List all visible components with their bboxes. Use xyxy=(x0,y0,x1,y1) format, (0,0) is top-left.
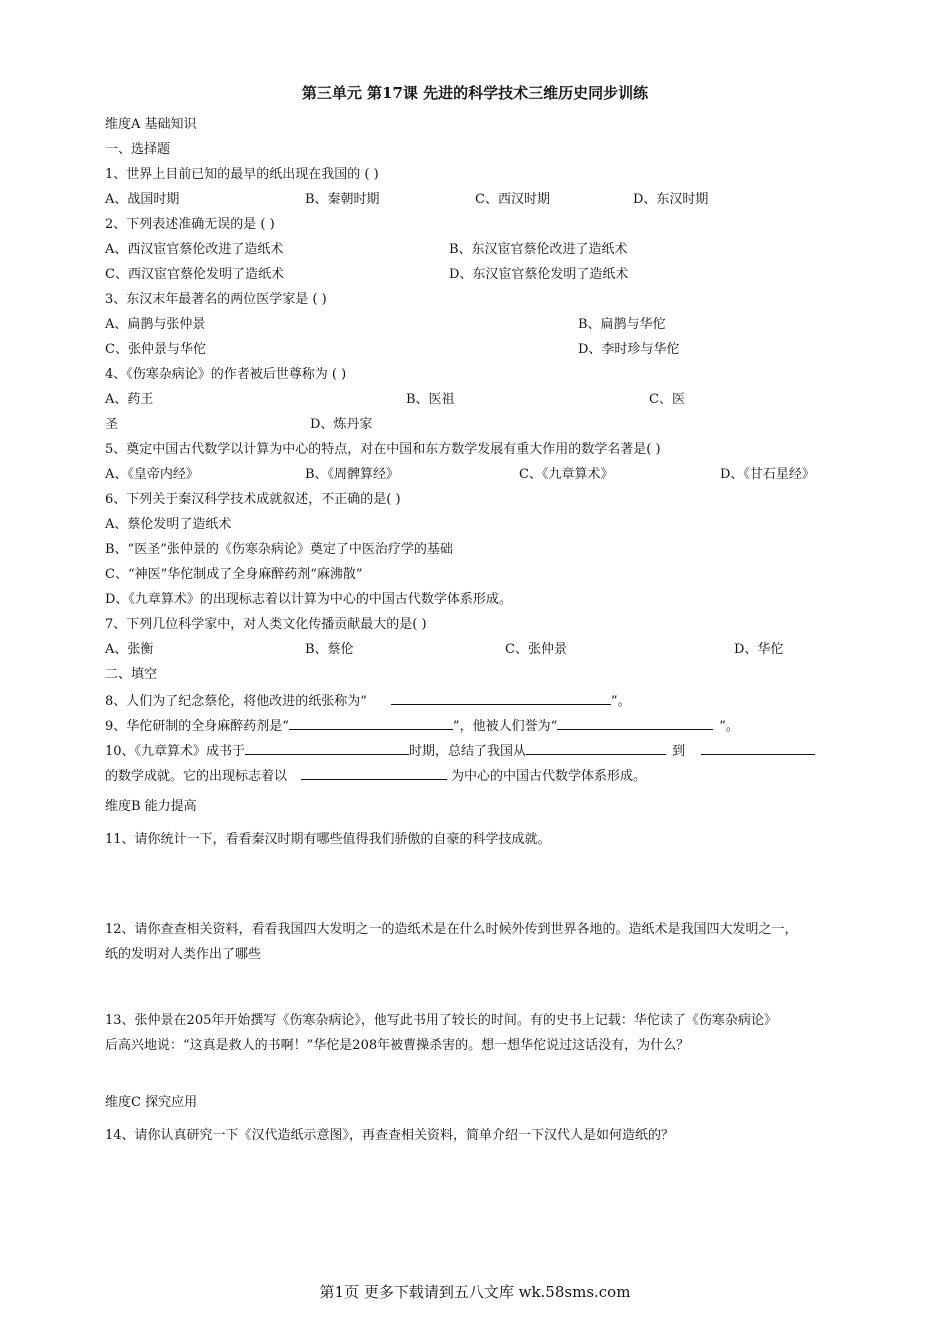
q10-answer-blank-3[interactable] xyxy=(701,741,815,755)
q6-option-d: D、《九章算术》的出现标志着以计算为中心的中国古代数学体系形成。 xyxy=(105,592,512,607)
q8-text-after: ”。 xyxy=(610,694,631,709)
q9-text-b: ”，他被人们誉为“ xyxy=(452,719,558,734)
q7-option-d: D、华佗 xyxy=(734,642,784,657)
question-6-stem: 6、下列关于秦汉科学技术成就叙述，不正确的是( ) xyxy=(105,492,401,507)
q6-option-b: B、“医圣”张仲景的《伤寒杂病论》奠定了中医治疗学的基础 xyxy=(105,542,453,557)
q10-text-a: 10、《九章算术》成书于 xyxy=(105,744,246,759)
section-fill-blank: 二、填空 xyxy=(105,667,158,682)
question-12-line-1: 12、请你查查相关资料，看看我国四大发明之一的造纸术是在什么时候外传到世界各地的。造纸术是我国四大发明之一， xyxy=(105,922,798,937)
q9-answer-blank-2[interactable] xyxy=(557,716,713,730)
q9-text-a: 9、华佗研制的全身麻醉药剂是“ xyxy=(105,719,289,734)
q4-option-d: D、炼丹家 xyxy=(310,417,373,432)
q10-text-b: 时期，总结了我国从 xyxy=(409,744,527,759)
q10-answer-blank-4[interactable] xyxy=(301,766,447,780)
question-14: 14、请你认真研究一下《汉代造纸示意图》，再查查相关资料，简单介绍一下汉代人是如何造纸的？ xyxy=(105,1128,675,1143)
page-title: 第三单元 第17课 先进的科学技术三维历史同步训练 xyxy=(301,84,649,102)
q5-option-b: B、《周髀算经》 xyxy=(305,467,400,482)
q10-answer-blank-2[interactable] xyxy=(526,741,666,755)
q9-answer-blank-1[interactable] xyxy=(289,716,453,730)
q9-text-c: ”。 xyxy=(719,719,739,734)
q1-option-b: B、秦朝时期 xyxy=(305,192,380,207)
q3-option-b: B、扁鹊与华佗 xyxy=(578,317,666,332)
question-12-line-2: 纸的发明对人类作出了哪些 xyxy=(105,947,262,962)
q5-option-a: A、《皇帝内经》 xyxy=(105,467,199,482)
question-2-stem: 2、下列表述准确无误的是 ( ) xyxy=(105,217,275,232)
q7-option-a: A、张衡 xyxy=(105,642,154,657)
q10-text-e: 为中心的中国古代数学体系形成。 xyxy=(451,769,647,784)
q10-text-d: 的数学成就。它的出现标志着以 xyxy=(105,769,288,784)
q10-answer-blank-1[interactable] xyxy=(245,741,409,755)
q2-option-a: A、西汉宦官蔡伦改进了造纸术 xyxy=(105,242,284,257)
q10-text-c: 到 xyxy=(672,744,686,759)
q3-option-d: D、李时珍与华佗 xyxy=(578,342,680,357)
q3-option-a: A、扁鹊与张仲景 xyxy=(105,317,206,332)
section-dimension-a: 维度A 基础知识 xyxy=(105,117,197,132)
q6-option-c: C、“神医”华佗制成了全身麻醉药剂“麻沸散” xyxy=(105,567,363,582)
q2-option-b: B、东汉宦官蔡伦改进了造纸术 xyxy=(449,242,628,257)
q2-option-c: C、西汉宦官蔡伦发明了造纸术 xyxy=(105,267,284,282)
q1-option-d: D、东汉时期 xyxy=(633,192,709,207)
q4-option-b: B、医祖 xyxy=(406,392,455,407)
q1-option-a: A、战国时期 xyxy=(105,192,180,207)
q6-option-a: A、蔡伦发明了造纸术 xyxy=(105,517,232,532)
page-footer: 第1页 更多下载请到五八文库 wk.58sms.com xyxy=(319,1283,631,1301)
question-11: 11、请你统计一下，看看秦汉时期有哪些值得我们骄傲的自豪的科学技成就。 xyxy=(105,832,551,847)
q4-option-c: C、医 xyxy=(649,392,685,407)
section-dimension-b: 维度B 能力提高 xyxy=(105,799,197,814)
section-choice: 一、选择题 xyxy=(105,142,171,157)
q4-option-c-wrap: 圣 xyxy=(105,417,119,432)
question-10-line-1 xyxy=(105,741,815,761)
q5-option-d: D、《甘石星经》 xyxy=(720,467,815,482)
q5-option-c: C、《九章算术》 xyxy=(519,467,614,482)
q7-option-c: C、张仲景 xyxy=(505,642,567,657)
question-9 xyxy=(105,716,739,736)
q4-option-a: A、药王 xyxy=(105,392,154,407)
question-1-stem: 1、世界上目前已知的最早的纸出现在我国的 ( ) xyxy=(105,167,379,182)
question-13-line-2: 后高兴地说：“这真是救人的书啊！”华佗是208年被曹操杀害的。想一想华佗说过这话没有，为什么？ xyxy=(105,1038,690,1053)
q1-option-c: C、西汉时期 xyxy=(475,192,550,207)
q3-option-c: C、张仲景与华佗 xyxy=(105,342,206,357)
question-8 xyxy=(105,691,631,711)
q8-answer-blank[interactable] xyxy=(391,691,611,705)
question-3-stem: 3、东汉末年最著名的两位医学家是 ( ) xyxy=(105,292,327,307)
question-13-line-1: 13、张仲景在205年开始撰写《伤寒杂病论》，他写此书用了较长的时间。有的史书上记载：华佗读了《伤寒杂病论》 xyxy=(105,1013,777,1028)
q8-text-before: 8、人们为了纪念蔡伦，将他改进的纸张称为“ xyxy=(105,694,367,709)
q2-option-d: D、东汉宦官蔡伦发明了造纸术 xyxy=(449,267,629,282)
question-4-stem: 4、《伤寒杂病论》的作者被后世尊称为 ( ) xyxy=(105,367,347,382)
question-10-line-2 xyxy=(105,766,646,786)
q7-option-b: B、蔡伦 xyxy=(305,642,354,657)
question-7-stem: 7、下列几位科学家中，对人类文化传播贡献最大的是( ) xyxy=(105,617,427,632)
section-dimension-c: 维度C 探究应用 xyxy=(105,1095,198,1110)
question-5-stem: 5、奠定中国古代数学以计算为中心的特点，对在中国和东方数学发展有重大作用的数学名著是( ) xyxy=(105,442,661,457)
